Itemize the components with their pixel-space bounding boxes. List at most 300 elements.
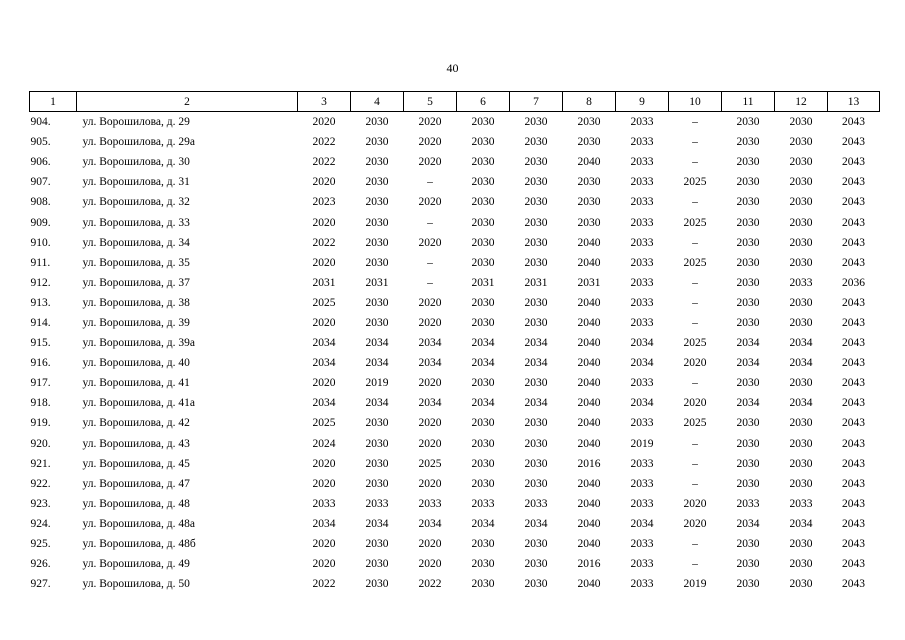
- col-7-cell: 2031: [524, 276, 548, 289]
- col-5-cell: 2034: [418, 357, 442, 370]
- col-8-cell: 2031: [577, 276, 601, 289]
- col-3-cell: 2020: [312, 457, 336, 470]
- address-cell: ул. Ворошилова, д. 29а: [82, 136, 195, 149]
- address-cell: ул. Ворошилова, д. 45: [82, 457, 190, 470]
- col-3-cell: 2022: [312, 236, 336, 249]
- row-number-cell: 904.: [30, 116, 51, 129]
- col-6-cell: 2030: [471, 256, 495, 269]
- col-9-cell: 2033: [630, 156, 654, 169]
- col-11-cell: 2030: [736, 417, 760, 430]
- table-row: [30, 574, 880, 594]
- col-6-cell: 2030: [471, 216, 495, 229]
- col-7-cell: 2033: [524, 497, 548, 510]
- address-cell: ул. Ворошилова, д. 38: [82, 296, 190, 309]
- col-5-cell: –: [427, 256, 433, 269]
- col-9-cell: 2033: [630, 276, 654, 289]
- col-5-cell: –: [427, 176, 433, 189]
- row-number-cell: 918.: [30, 397, 51, 410]
- column-header-1: 1: [30, 92, 77, 112]
- col-11-cell: 2030: [736, 316, 760, 329]
- col-9-cell: 2033: [630, 497, 654, 510]
- row-number-cell: 917.: [30, 377, 51, 390]
- col-12-cell: 2034: [789, 337, 813, 350]
- address-cell: ул. Ворошилова, д. 39а: [82, 337, 195, 350]
- col-4-cell: 2030: [365, 116, 389, 129]
- col-11-cell: 2030: [736, 256, 760, 269]
- col-11-cell: 2030: [736, 558, 760, 571]
- col-13-cell: 2036: [842, 276, 865, 289]
- col-10-cell: 2020: [683, 497, 707, 510]
- col-3-cell: 2034: [312, 357, 336, 370]
- schedule-table: [29, 91, 880, 594]
- col-6-cell: 2031: [471, 276, 495, 289]
- row-number-cell: 922.: [30, 477, 51, 490]
- table-row: [30, 132, 880, 152]
- table-row: [30, 112, 880, 133]
- col-6-cell: 2030: [471, 196, 495, 209]
- table-body: [30, 112, 880, 595]
- col-13-cell: 2043: [842, 497, 865, 510]
- col-11-cell: 2030: [736, 236, 760, 249]
- col-13-cell: 2043: [842, 477, 865, 490]
- address-cell: ул. Ворошилова, д. 50: [82, 578, 190, 591]
- col-6-cell: 2033: [471, 497, 495, 510]
- col-4-cell: 2030: [365, 136, 389, 149]
- col-10-cell: –: [692, 236, 698, 249]
- col-3-cell: 2024: [312, 437, 336, 450]
- col-8-cell: 2040: [577, 296, 601, 309]
- col-9-cell: 2033: [630, 316, 654, 329]
- col-5-cell: 2025: [418, 457, 442, 470]
- col-9-cell: 2033: [630, 417, 654, 430]
- col-9-cell: 2034: [630, 517, 654, 530]
- col-3-cell: 2025: [312, 417, 336, 430]
- col-13-cell: 2043: [842, 116, 865, 129]
- col-8-cell: 2040: [577, 337, 601, 350]
- col-13-cell: 2043: [842, 538, 865, 551]
- col-6-cell: 2030: [471, 437, 495, 450]
- col-9-cell: 2019: [630, 437, 654, 450]
- col-7-cell: 2030: [524, 578, 548, 591]
- col-10-cell: –: [692, 276, 698, 289]
- col-13-cell: 2043: [842, 417, 865, 430]
- address-cell: ул. Ворошилова, д. 31: [82, 176, 190, 189]
- col-6-cell: 2030: [471, 156, 495, 169]
- col-4-cell: 2030: [365, 316, 389, 329]
- row-number-cell: 923.: [30, 497, 51, 510]
- col-3-cell: 2020: [312, 316, 336, 329]
- col-12-cell: 2030: [789, 196, 813, 209]
- col-4-cell: 2030: [365, 457, 389, 470]
- col-9-cell: 2034: [630, 337, 654, 350]
- col-3-cell: 2034: [312, 517, 336, 530]
- col-8-cell: 2040: [577, 236, 601, 249]
- col-3-cell: 2023: [312, 196, 336, 209]
- col-11-cell: 2034: [736, 397, 760, 410]
- address-cell: ул. Ворошилова, д. 48б: [82, 538, 196, 551]
- col-13-cell: 2043: [842, 558, 865, 571]
- col-12-cell: 2030: [789, 256, 813, 269]
- address-cell: ул. Ворошилова, д. 29: [82, 116, 190, 129]
- col-9-cell: 2033: [630, 136, 654, 149]
- table-row: [30, 172, 880, 192]
- col-7-cell: 2030: [524, 196, 548, 209]
- col-13-cell: 2043: [842, 517, 865, 530]
- col-10-cell: 2025: [683, 216, 707, 229]
- col-6-cell: 2030: [471, 558, 495, 571]
- col-9-cell: 2033: [630, 176, 654, 189]
- row-number-cell: 906.: [30, 156, 51, 169]
- col-11-cell: 2030: [736, 477, 760, 490]
- col-11-cell: 2034: [736, 337, 760, 350]
- col-10-cell: –: [692, 377, 698, 390]
- column-header-6: 6: [457, 92, 510, 112]
- col-4-cell: 2030: [365, 236, 389, 249]
- col-3-cell: 2020: [312, 256, 336, 269]
- col-13-cell: 2043: [842, 578, 865, 591]
- col-10-cell: 2025: [683, 176, 707, 189]
- col-13-cell: 2043: [842, 256, 865, 269]
- col-5-cell: 2034: [418, 337, 442, 350]
- col-4-cell: 2030: [365, 538, 389, 551]
- col-8-cell: 2040: [577, 437, 601, 450]
- col-5-cell: 2020: [418, 437, 442, 450]
- col-11-cell: 2030: [736, 578, 760, 591]
- col-3-cell: 2034: [312, 397, 336, 410]
- col-7-cell: 2030: [524, 316, 548, 329]
- col-4-cell: 2030: [365, 437, 389, 450]
- col-12-cell: 2030: [789, 236, 813, 249]
- row-number-cell: 911.: [30, 256, 51, 269]
- col-7-cell: 2030: [524, 176, 548, 189]
- col-5-cell: 2022: [418, 578, 442, 591]
- col-9-cell: 2033: [630, 558, 654, 571]
- row-number-cell: 920.: [30, 437, 51, 450]
- col-13-cell: 2043: [842, 236, 865, 249]
- col-13-cell: 2043: [842, 176, 865, 189]
- col-7-cell: 2034: [524, 357, 548, 370]
- col-5-cell: 2020: [418, 236, 442, 249]
- col-13-cell: 2043: [842, 196, 865, 209]
- address-cell: ул. Ворошилова, д. 43: [82, 437, 190, 450]
- row-number-cell: 919.: [30, 417, 51, 430]
- col-4-cell: 2019: [365, 377, 389, 390]
- col-9-cell: 2033: [630, 116, 654, 129]
- address-cell: ул. Ворошилова, д. 32: [82, 196, 190, 209]
- address-cell: ул. Ворошилова, д. 47: [82, 477, 190, 490]
- col-5-cell: 2020: [418, 316, 442, 329]
- col-5-cell: 2020: [418, 417, 442, 430]
- column-header-3: 3: [298, 92, 351, 112]
- col-11-cell: 2030: [736, 196, 760, 209]
- col-10-cell: 2025: [683, 337, 707, 350]
- col-5-cell: 2034: [418, 517, 442, 530]
- col-6-cell: 2034: [471, 337, 495, 350]
- row-number-cell: 913.: [30, 296, 51, 309]
- table-row: [30, 233, 880, 253]
- col-6-cell: 2030: [471, 377, 495, 390]
- col-11-cell: 2030: [736, 176, 760, 189]
- col-3-cell: 2020: [312, 558, 336, 571]
- row-number-cell: 927.: [30, 578, 51, 591]
- column-header-10: 10: [669, 92, 722, 112]
- col-5-cell: 2020: [418, 196, 442, 209]
- col-10-cell: 2020: [683, 517, 707, 530]
- col-7-cell: 2030: [524, 296, 548, 309]
- col-7-cell: 2030: [524, 377, 548, 390]
- address-cell: ул. Ворошилова, д. 33: [82, 216, 190, 229]
- col-4-cell: 2030: [365, 477, 389, 490]
- table-row: [30, 393, 880, 413]
- col-5-cell: 2033: [418, 497, 442, 510]
- table-row: [30, 534, 880, 554]
- col-11-cell: 2030: [736, 276, 760, 289]
- col-7-cell: 2030: [524, 236, 548, 249]
- col-6-cell: 2030: [471, 477, 495, 490]
- col-7-cell: 2034: [524, 517, 548, 530]
- col-12-cell: 2033: [789, 276, 813, 289]
- col-11-cell: 2030: [736, 156, 760, 169]
- address-cell: ул. Ворошилова, д. 49: [82, 558, 190, 571]
- col-13-cell: 2043: [842, 457, 865, 470]
- col-10-cell: 2020: [683, 397, 707, 410]
- col-3-cell: 2020: [312, 377, 336, 390]
- col-12-cell: 2034: [789, 517, 813, 530]
- col-5-cell: 2020: [418, 538, 442, 551]
- col-3-cell: 2022: [312, 136, 336, 149]
- row-number-cell: 910.: [30, 236, 51, 249]
- col-7-cell: 2030: [524, 457, 548, 470]
- table-row: [30, 514, 880, 534]
- table-row: [30, 373, 880, 393]
- col-8-cell: 2040: [577, 517, 601, 530]
- address-cell: ул. Ворошилова, д. 41а: [82, 397, 195, 410]
- col-7-cell: 2030: [524, 477, 548, 490]
- col-3-cell: 2025: [312, 296, 336, 309]
- col-7-cell: 2030: [524, 538, 548, 551]
- col-12-cell: 2030: [789, 316, 813, 329]
- col-12-cell: 2030: [789, 538, 813, 551]
- col-11-cell: 2034: [736, 357, 760, 370]
- address-cell: ул. Ворошилова, д. 34: [82, 236, 190, 249]
- col-10-cell: –: [692, 538, 698, 551]
- col-8-cell: 2040: [577, 477, 601, 490]
- col-7-cell: 2030: [524, 417, 548, 430]
- col-10-cell: –: [692, 316, 698, 329]
- table-row: [30, 212, 880, 232]
- col-4-cell: 2034: [365, 397, 389, 410]
- col-4-cell: 2033: [365, 497, 389, 510]
- col-6-cell: 2030: [471, 116, 495, 129]
- col-4-cell: 2030: [365, 417, 389, 430]
- col-8-cell: 2040: [577, 538, 601, 551]
- column-header-9: 9: [616, 92, 669, 112]
- col-13-cell: 2043: [842, 337, 865, 350]
- col-11-cell: 2030: [736, 216, 760, 229]
- col-12-cell: 2030: [789, 578, 813, 591]
- col-9-cell: 2034: [630, 397, 654, 410]
- col-12-cell: 2030: [789, 417, 813, 430]
- col-5-cell: 2020: [418, 377, 442, 390]
- row-number-cell: 925.: [30, 538, 51, 551]
- col-10-cell: –: [692, 296, 698, 309]
- col-3-cell: 2020: [312, 116, 336, 129]
- col-3-cell: 2020: [312, 538, 336, 551]
- column-header-8: 8: [563, 92, 616, 112]
- address-cell: ул. Ворошилова, д. 30: [82, 156, 190, 169]
- col-10-cell: –: [692, 196, 698, 209]
- col-5-cell: 2020: [418, 156, 442, 169]
- col-8-cell: 2030: [577, 196, 601, 209]
- col-9-cell: 2033: [630, 296, 654, 309]
- row-number-cell: 921.: [30, 457, 51, 470]
- col-10-cell: –: [692, 116, 698, 129]
- col-11-cell: 2030: [736, 538, 760, 551]
- col-12-cell: 2030: [789, 216, 813, 229]
- column-header-7: 7: [510, 92, 563, 112]
- col-12-cell: 2030: [789, 296, 813, 309]
- col-9-cell: 2034: [630, 357, 654, 370]
- col-5-cell: –: [427, 216, 433, 229]
- col-12-cell: 2033: [789, 497, 813, 510]
- col-9-cell: 2033: [630, 256, 654, 269]
- col-5-cell: 2020: [418, 558, 442, 571]
- col-7-cell: 2030: [524, 216, 548, 229]
- col-8-cell: 2030: [577, 116, 601, 129]
- col-7-cell: 2030: [524, 116, 548, 129]
- col-8-cell: 2040: [577, 377, 601, 390]
- col-8-cell: 2040: [577, 578, 601, 591]
- table-row: [30, 413, 880, 433]
- col-6-cell: 2030: [471, 296, 495, 309]
- col-12-cell: 2030: [789, 558, 813, 571]
- col-3-cell: 2020: [312, 477, 336, 490]
- row-number-cell: 912.: [30, 276, 51, 289]
- address-cell: ул. Ворошилова, д. 48а: [82, 517, 195, 530]
- col-13-cell: 2043: [842, 397, 865, 410]
- col-4-cell: 2034: [365, 517, 389, 530]
- column-header-5: 5: [404, 92, 457, 112]
- col-12-cell: 2030: [789, 377, 813, 390]
- col-10-cell: –: [692, 136, 698, 149]
- col-9-cell: 2033: [630, 236, 654, 249]
- col-7-cell: 2034: [524, 337, 548, 350]
- col-8-cell: 2030: [577, 136, 601, 149]
- table-row: [30, 554, 880, 574]
- col-9-cell: 2033: [630, 538, 654, 551]
- col-6-cell: 2030: [471, 236, 495, 249]
- col-9-cell: 2033: [630, 477, 654, 490]
- table-row: [30, 313, 880, 333]
- col-4-cell: 2031: [365, 276, 389, 289]
- col-8-cell: 2030: [577, 216, 601, 229]
- column-header-11: 11: [722, 92, 775, 112]
- col-5-cell: –: [427, 276, 433, 289]
- column-header-4: 4: [351, 92, 404, 112]
- address-cell: ул. Ворошилова, д. 37: [82, 276, 190, 289]
- col-10-cell: 2025: [683, 417, 707, 430]
- col-9-cell: 2033: [630, 578, 654, 591]
- col-6-cell: 2030: [471, 538, 495, 551]
- col-6-cell: 2034: [471, 357, 495, 370]
- col-9-cell: 2033: [630, 196, 654, 209]
- col-3-cell: 2033: [312, 497, 336, 510]
- col-12-cell: 2034: [789, 357, 813, 370]
- col-12-cell: 2030: [789, 477, 813, 490]
- col-9-cell: 2033: [630, 457, 654, 470]
- row-number-cell: 909.: [30, 216, 51, 229]
- row-number-cell: 907.: [30, 176, 51, 189]
- col-10-cell: –: [692, 437, 698, 450]
- col-11-cell: 2030: [736, 116, 760, 129]
- col-8-cell: 2040: [577, 397, 601, 410]
- col-7-cell: 2030: [524, 156, 548, 169]
- col-3-cell: 2031: [312, 276, 336, 289]
- col-6-cell: 2030: [471, 417, 495, 430]
- col-3-cell: 2034: [312, 337, 336, 350]
- table-row: [30, 353, 880, 373]
- col-13-cell: 2043: [842, 357, 865, 370]
- col-7-cell: 2030: [524, 256, 548, 269]
- col-4-cell: 2030: [365, 558, 389, 571]
- col-11-cell: 2030: [736, 296, 760, 309]
- table-row: [30, 494, 880, 514]
- col-5-cell: 2034: [418, 397, 442, 410]
- row-number-cell: 914.: [30, 316, 51, 329]
- col-4-cell: 2030: [365, 196, 389, 209]
- col-5-cell: 2020: [418, 136, 442, 149]
- col-11-cell: 2033: [736, 497, 760, 510]
- col-5-cell: 2020: [418, 477, 442, 490]
- col-4-cell: 2030: [365, 296, 389, 309]
- table-row: [30, 293, 880, 313]
- col-12-cell: 2030: [789, 176, 813, 189]
- row-number-cell: 924.: [30, 517, 51, 530]
- col-11-cell: 2030: [736, 457, 760, 470]
- column-header-12: 12: [775, 92, 828, 112]
- col-6-cell: 2030: [471, 457, 495, 470]
- col-4-cell: 2030: [365, 578, 389, 591]
- col-12-cell: 2030: [789, 116, 813, 129]
- col-3-cell: 2020: [312, 176, 336, 189]
- col-6-cell: 2034: [471, 397, 495, 410]
- row-number-cell: 926.: [30, 558, 51, 571]
- col-8-cell: 2040: [577, 417, 601, 430]
- row-number-cell: 915.: [30, 337, 51, 350]
- col-4-cell: 2030: [365, 216, 389, 229]
- col-6-cell: 2030: [471, 176, 495, 189]
- col-13-cell: 2043: [842, 136, 865, 149]
- col-4-cell: 2034: [365, 357, 389, 370]
- address-cell: ул. Ворошилова, д. 40: [82, 357, 190, 370]
- col-13-cell: 2043: [842, 296, 865, 309]
- col-5-cell: 2020: [418, 116, 442, 129]
- page-number: 40: [446, 61, 459, 75]
- col-8-cell: 2040: [577, 256, 601, 269]
- col-7-cell: 2030: [524, 136, 548, 149]
- col-10-cell: –: [692, 457, 698, 470]
- table-row: [30, 152, 880, 172]
- col-13-cell: 2043: [842, 216, 865, 229]
- col-11-cell: 2034: [736, 517, 760, 530]
- address-cell: ул. Ворошилова, д. 41: [82, 377, 190, 390]
- col-8-cell: 2040: [577, 316, 601, 329]
- table-row: [30, 474, 880, 494]
- col-9-cell: 2033: [630, 216, 654, 229]
- col-11-cell: 2030: [736, 136, 760, 149]
- col-9-cell: 2033: [630, 377, 654, 390]
- address-cell: ул. Ворошилова, д. 48: [82, 497, 190, 510]
